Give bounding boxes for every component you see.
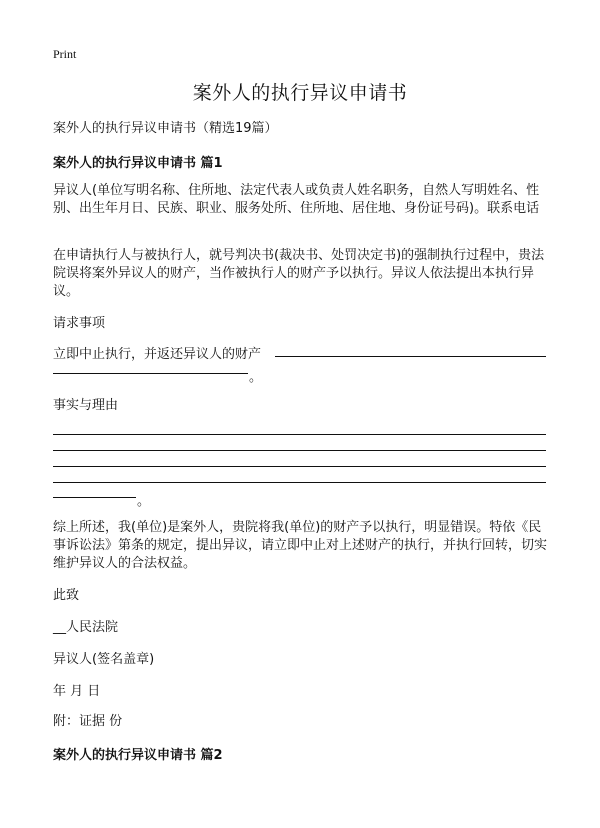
line-end-period: 。 [137, 494, 151, 509]
fill-in-line [53, 373, 248, 374]
request-text: 立即中止执行，并返还异议人的财产 [53, 347, 262, 362]
fill-in-line [53, 497, 136, 498]
request-heading: 请求事项 [53, 316, 106, 331]
intro-line: 案外人的执行异议申请书（精选19篇） [53, 121, 278, 136]
conclusion-paragraph: 综上所述，我(单位)是案外人，贵院将我(单位)的财产予以执行，明显错误。特依《民事诉讼法》第条的规定，提出异议，请立即中止对上述财产的执行，并执行回转，切实维护异议人的合法权益。 [53, 520, 548, 571]
court-addressee: __人民法院 [53, 620, 119, 635]
fill-in-line [53, 482, 546, 483]
fill-in-line [275, 356, 546, 357]
salutation: 此致 [53, 588, 80, 603]
background-paragraph: 在申请执行人与被执行人，就号判决书(裁决书、处罚决定书)的强制执行过程中，贵法院误将案外异议人的财产，当作被执行人的财产予以执行。异议人依法提出本执行异议。 [53, 248, 545, 299]
date-line: 年 月 日 [53, 684, 101, 699]
signature-line: 异议人(签名盖章) [53, 652, 155, 667]
section-heading-part1: 案外人的执行异议申请书 篇1 [53, 156, 223, 171]
line-end-period: 。 [249, 370, 263, 385]
fill-in-line [53, 466, 546, 467]
print-label: Print [53, 47, 77, 61]
section-heading-part2: 案外人的执行异议申请书 篇2 [53, 748, 223, 763]
facts-heading: 事实与理由 [53, 398, 119, 413]
attachment-line: 附：证据 份 [53, 714, 123, 729]
document-title: 案外人的执行异议申请书 [192, 82, 408, 104]
fill-in-line [53, 450, 546, 451]
applicant-paragraph: 异议人(单位写明名称、住所地、法定代表人或负责人姓名职务，自然人写明姓名、性别、出生年月日、民族、职业、服务处所、住所地、居住地、身份证号码)。联系电话 [53, 183, 540, 216]
fill-in-line [53, 434, 546, 435]
